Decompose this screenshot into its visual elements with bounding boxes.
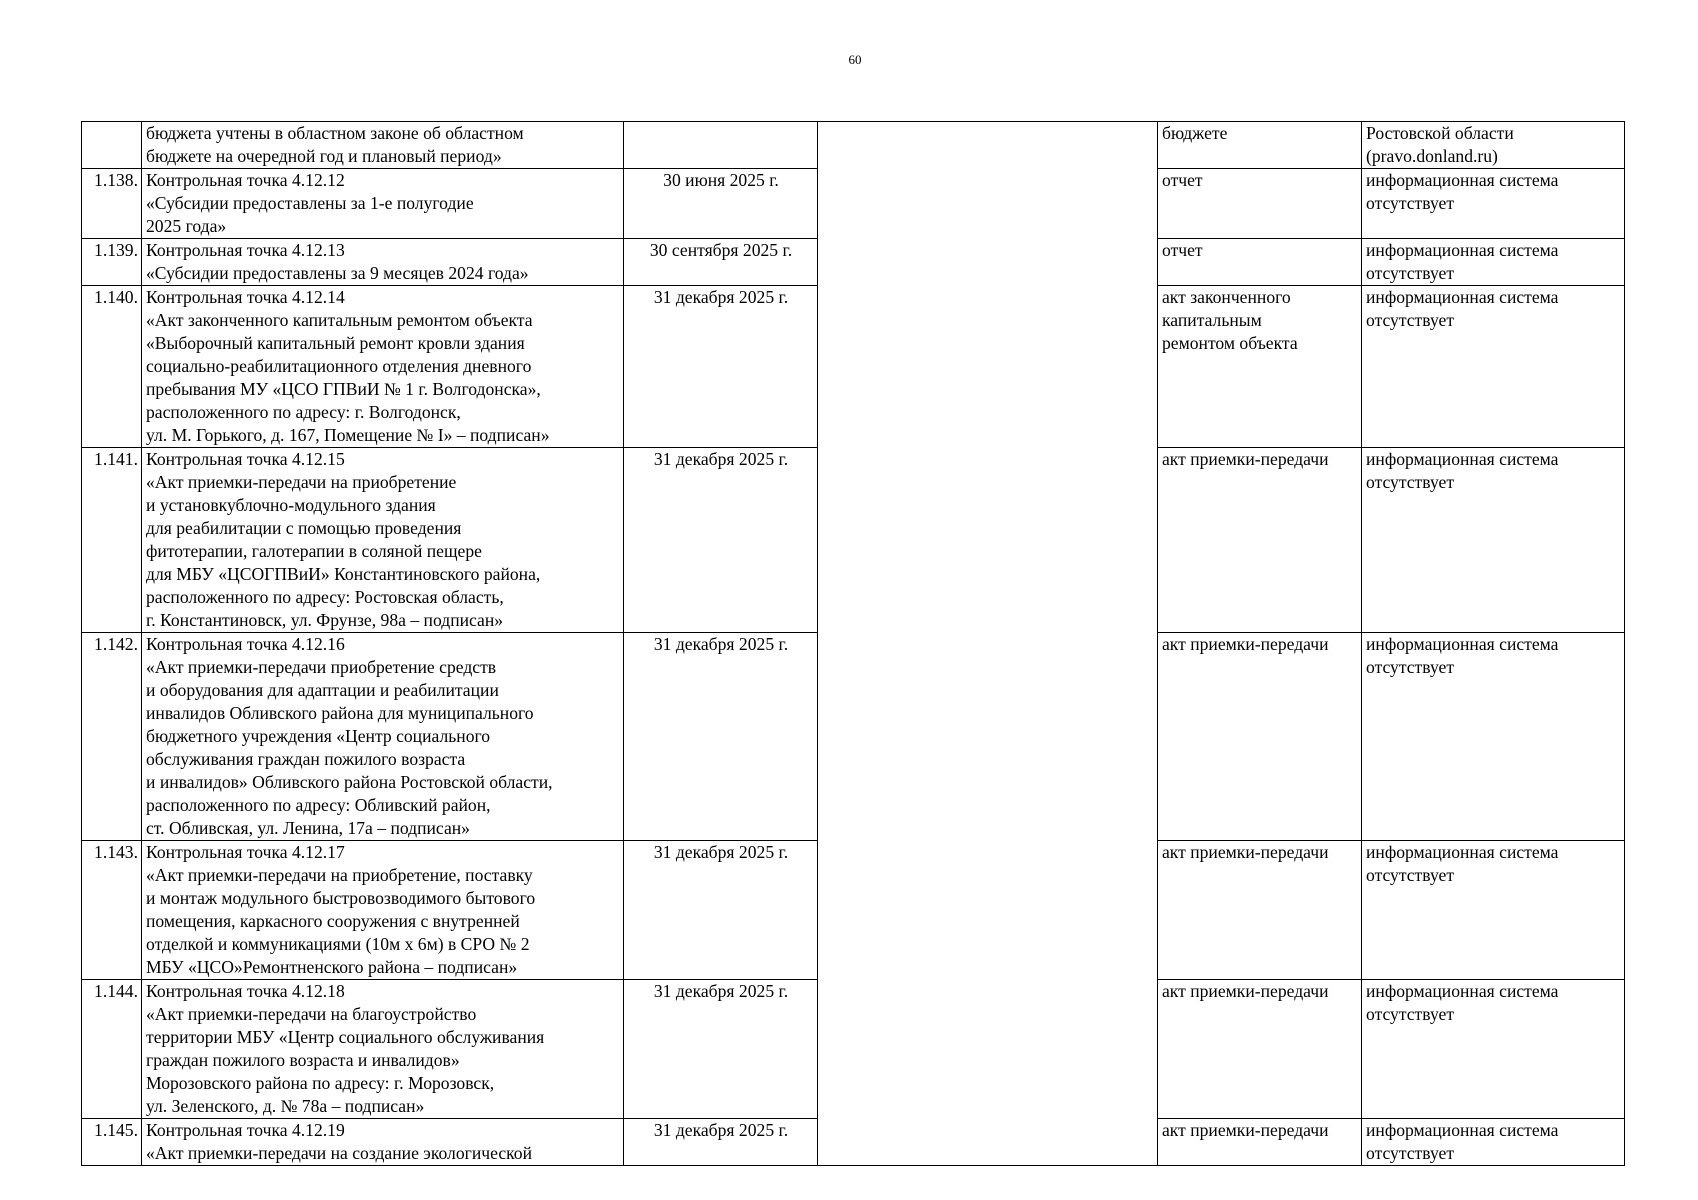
control-points-table: [81, 121, 1625, 1166]
information-system: информационная система отсутствует: [1362, 239, 1625, 286]
document-type: акт приемки-передачи: [1158, 1119, 1362, 1166]
deadline-date: 31 декабря 2025 г.: [624, 1119, 818, 1166]
control-point-text: Контрольная точка 4.12.14 «Акт законченного капитальным ремонтом объекта «Выборочный капитальный ремонт кровли здания социально-реабилитационного отделения дневного пребывания МУ «ЦСО ГПВиИ № 1 г. Волгодонска», расположенного по адресу: г. Волгодонск, ул. М. Горького, д. 167, Помещение № I» – подписан»: [142, 286, 624, 448]
row-number: [82, 122, 142, 169]
control-point-text: Контрольная точка 4.12.19 «Акт приемки-передачи на создание экологической: [142, 1119, 624, 1166]
control-point-text: Контрольная точка 4.12.17 «Акт приемки-передачи на приобретение, поставку и монтаж модульного быстровозводимого бытового помещения, каркасного сооружения с внутренней отделкой и коммуникациями (10м х 6м) в СРО № 2 МБУ «ЦСО»Ремонтненского района – подписан»: [142, 841, 624, 980]
document-type: акт приемки-передачи: [1158, 980, 1362, 1119]
information-system: информационная система отсутствует: [1362, 980, 1625, 1119]
row-number: 1.144.: [82, 980, 142, 1119]
deadline-date: 31 декабря 2025 г.: [624, 286, 818, 448]
information-system: информационная система отсутствует: [1362, 1119, 1625, 1166]
information-system: информационная система отсутствует: [1362, 169, 1625, 239]
document-type: акт законченного капитальным ремонтом объекта: [1158, 286, 1362, 448]
information-system: информационная система отсутствует: [1362, 448, 1625, 633]
document-type: акт приемки-передачи: [1158, 633, 1362, 841]
deadline-date: 31 декабря 2025 г.: [624, 980, 818, 1119]
control-point-text: Контрольная точка 4.12.18 «Акт приемки-передачи на благоустройство территории МБУ «Центр социального обслуживания граждан пожилого возраста и инвалидов» Морозовского района по адресу: г. Морозовск, ул. Зеленского, д. № 78а – подписан»: [142, 980, 624, 1119]
responsible-column: [818, 122, 1158, 1166]
information-system: Ростовской области (pravo.donland.ru): [1362, 122, 1625, 169]
deadline-date: 30 сентября 2025 г.: [624, 239, 818, 286]
document-type: отчет: [1158, 239, 1362, 286]
control-point-text: бюджета учтены в областном законе об областном бюджете на очередной год и плановый период»: [142, 122, 624, 169]
row-number: 1.141.: [82, 448, 142, 633]
row-number: 1.145.: [82, 1119, 142, 1166]
row-number: 1.138.: [82, 169, 142, 239]
document-type: акт приемки-передачи: [1158, 841, 1362, 980]
information-system: информационная система отсутствует: [1362, 841, 1625, 980]
deadline-date: [624, 122, 818, 169]
document-type: отчет: [1158, 169, 1362, 239]
page-number: 60: [848, 52, 862, 67]
row-number: 1.139.: [82, 239, 142, 286]
table-row: [82, 122, 1625, 169]
control-point-text: Контрольная точка 4.12.15 «Акт приемки-передачи на приобретение и установкублочно-модульного здания для реабилитации с помощью проведения фитотерапии, галотерапии в соляной пещере для МБУ «ЦСОГПВиИ» Константиновского района, расположенного по адресу: Ростовская область, г. Константиновск, ул. Фрунзе, 98а – подписан»: [142, 448, 624, 633]
information-system: информационная система отсутствует: [1362, 633, 1625, 841]
row-number: 1.142.: [82, 633, 142, 841]
deadline-date: 30 июня 2025 г.: [624, 169, 818, 239]
deadline-date: 31 декабря 2025 г.: [624, 448, 818, 633]
document-type: акт приемки-передачи: [1158, 448, 1362, 633]
information-system: информационная система отсутствует: [1362, 286, 1625, 448]
deadline-date: 31 декабря 2025 г.: [624, 633, 818, 841]
control-point-text: Контрольная точка 4.12.12 «Субсидии предоставлены за 1-е полугодие 2025 года»: [142, 169, 624, 239]
control-point-text: Контрольная точка 4.12.13 «Субсидии предоставлены за 9 месяцев 2024 года»: [142, 239, 624, 286]
document-type: бюджете: [1158, 122, 1362, 169]
deadline-date: 31 декабря 2025 г.: [624, 841, 818, 980]
row-number: 1.140.: [82, 286, 142, 448]
control-point-text: Контрольная точка 4.12.16 «Акт приемки-передачи приобретение средств и оборудования для адаптации и реабилитации инвалидов Обливского района для муниципального бюджетного учреждения «Центр социального обслуживания граждан пожилого возраста и инвалидов» Обливского района Ростовской области, расположенного по адресу: Обливский район, ст. Обливская, ул. Ленина, 17а – подписан»: [142, 633, 624, 841]
row-number: 1.143.: [82, 841, 142, 980]
